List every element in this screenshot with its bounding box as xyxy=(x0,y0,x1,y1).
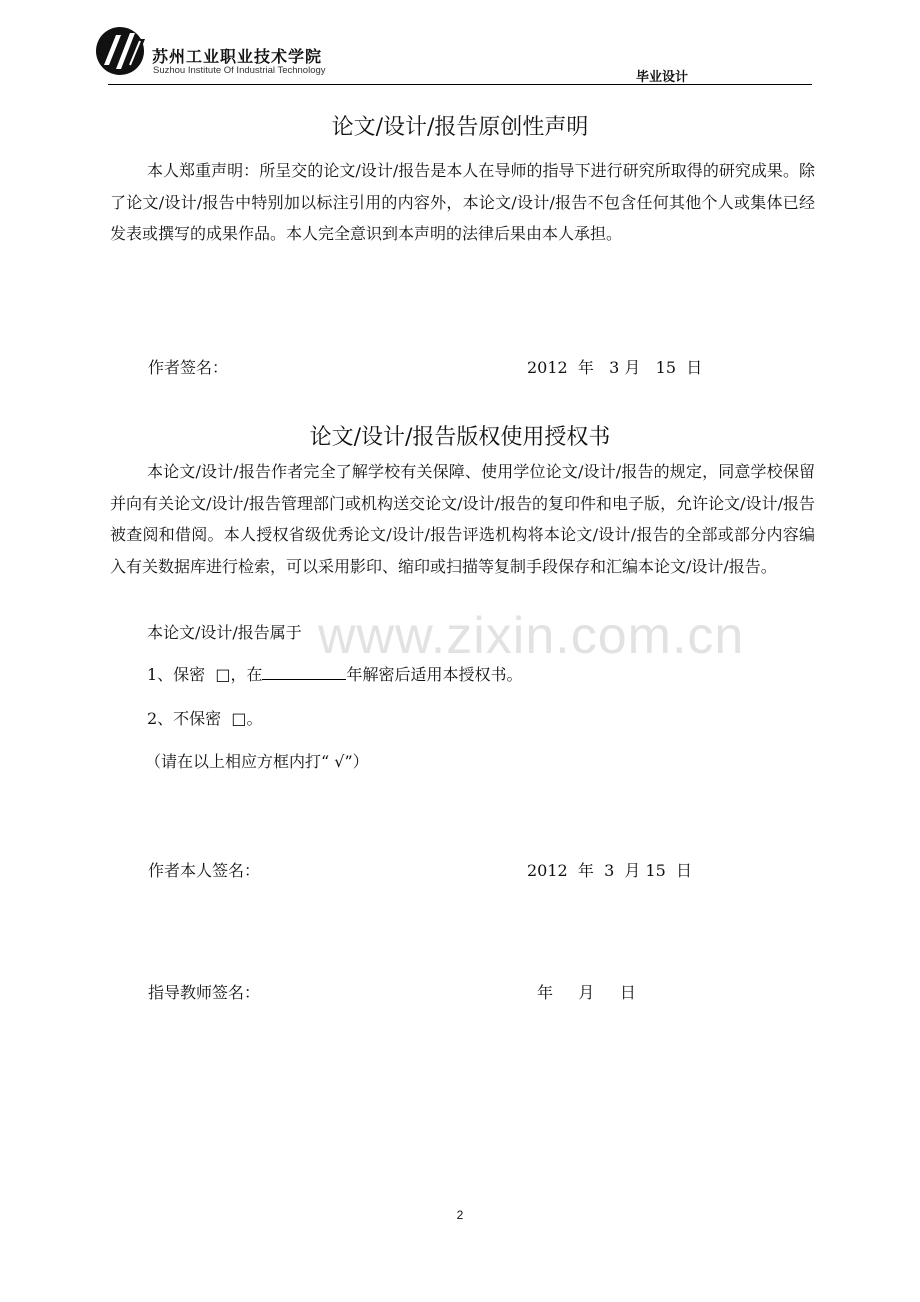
option-confidential xyxy=(147,662,523,685)
option-confidential-prefix: 1、保密 □，在 xyxy=(147,665,263,684)
author-signature-date: 2012 年 3 月 15 日 xyxy=(527,861,693,880)
originality-date: 2012 年 3 月 15 日 xyxy=(527,358,703,377)
school-name-en: Suzhou Institute Of Industrial Technology xyxy=(153,65,326,76)
option-confidential-suffix: 年解密后适用本授权书。 xyxy=(346,665,523,684)
belongs-label: 本论文/设计/报告属于 xyxy=(147,623,302,642)
school-name-cn: 苏州工业职业技术学院 xyxy=(152,47,323,66)
originality-body: 本人郑重声明：所呈交的论文/设计/报告是本人在导师的指导下进行研究所取得的研究成果。除了论文/设计/报告中特别加以标注引用的内容外，本论文/设计/报告不包含任何其他个人或集体已经发表或撰写的成果作品。本人完全意识到本声明的法律后果由本人承担。 xyxy=(110,161,815,243)
declassify-year-blank xyxy=(262,665,346,680)
school-logo xyxy=(94,25,150,77)
copyright-title: 论文/设计/报告版权使用授权书 xyxy=(309,425,611,450)
instruction-note: （请在以上相应方框内打“ √”） xyxy=(145,752,369,771)
advisor-signature-date: 年 月 日 xyxy=(537,983,636,1002)
author-signature-label: 作者签名： xyxy=(148,358,229,377)
author-self-signature-label: 作者本人签名： xyxy=(148,861,261,880)
header-section-label: 毕业设计 xyxy=(636,70,689,85)
option-not-confidential: 2、不保密 □。 xyxy=(147,709,263,728)
advisor-signature-label: 指导教师签名： xyxy=(148,983,261,1002)
watermark: www.zixin.com.cn xyxy=(318,607,745,665)
page-number: 2 xyxy=(456,1208,464,1222)
originality-title: 论文/设计/报告原创性声明 xyxy=(331,115,589,140)
copyright-body: 本论文/设计/报告作者完全了解学校有关保障、使用学位论文/设计/报告的规定，同意学校保留并向有关论文/设计/报告管理部门或机构送交论文/设计/报告的复印件和电子版，允许论文/设计/报告被查阅和借阅。本人授权省级优秀论文/设计/报告评选机构将本论文/设计/报告的全部或部分内容编入有关数据库进行检索，可以采用影印、缩印或扫描等复制手段保存和汇编本论文/设计/报告。 xyxy=(110,462,815,576)
header-divider xyxy=(108,84,812,85)
